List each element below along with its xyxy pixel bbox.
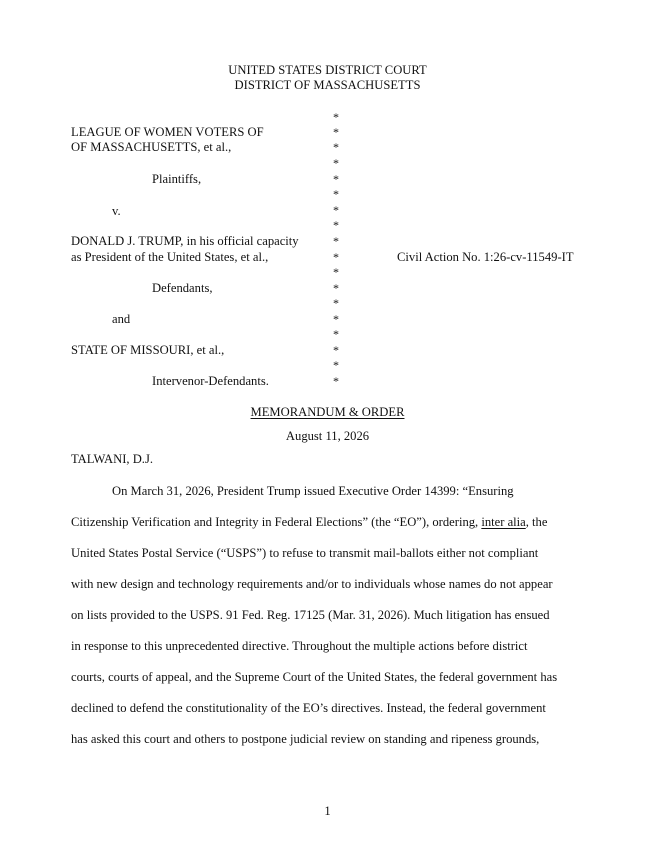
body-text-segment: Citizenship Verification and Integrity in Federal Elections” (the “EO”), ordering, — [71, 515, 479, 529]
caption-star: * — [333, 156, 339, 170]
body-line: in response to this unprecedented directive. Throughout the multiple actions before district — [71, 639, 528, 653]
intervenor-role: Intervenor-Defendants. — [152, 374, 269, 388]
caption-star: * — [333, 374, 339, 388]
caption-star: * — [333, 110, 339, 124]
body-line: on lists provided to the USPS. 91 Fed. Reg. 17125 (Mar. 31, 2026). Much litigation has ensued — [71, 608, 550, 622]
defendant-name-line1: DONALD J. TRUMP, in his official capacity — [71, 234, 299, 248]
caption-star: * — [333, 187, 339, 201]
memorandum-title-text: MEMORANDUM & ORDER — [250, 405, 405, 419]
body-line: has asked this court and others to postpone judicial review on standing and ripeness grounds, — [71, 732, 540, 746]
caption-star: * — [333, 218, 339, 232]
caption-star: * — [333, 296, 339, 310]
civil-action-number: Civil Action No. 1:26-cv-11549-IT — [397, 250, 574, 264]
memorandum-title — [0, 406, 655, 419]
caption-star: * — [333, 281, 339, 295]
defendant-name-line2: as President of the United States, et al., — [71, 250, 269, 264]
inter-alia-term: inter alia — [481, 515, 526, 529]
body-line: courts, courts of appeal, and the Supreme Court of the United States, the federal government has — [71, 670, 558, 684]
body-line: declined to defend the constitutionality of the EO’s directives. Instead, the federal government — [71, 701, 546, 715]
body-line: United States Postal Service (“USPS”) to refuse to transmit mail-ballots either not compliant — [71, 546, 539, 560]
judge-name: TALWANI, D.J. — [71, 452, 153, 466]
plaintiffs-role: Plaintiffs, — [152, 172, 202, 186]
body-line: with new design and technology requirements and/or to individuals whose names do not appear — [71, 577, 553, 591]
plaintiff-name-line2: OF MASSACHUSETTS, et al., — [71, 140, 232, 154]
order-date: August 11, 2026 — [285, 429, 370, 443]
intervenor-name: STATE OF MISSOURI, et al., — [71, 343, 225, 357]
caption-star: * — [333, 140, 339, 154]
caption-star: * — [333, 250, 339, 264]
court-name: UNITED STATES DISTRICT COURT — [228, 63, 427, 77]
caption-star: * — [333, 343, 339, 357]
caption-star: * — [333, 172, 339, 186]
caption-star: * — [333, 125, 339, 139]
caption-star: * — [333, 358, 339, 372]
court-district: DISTRICT OF MASSACHUSETTS — [234, 78, 421, 92]
page-number: 1 — [324, 804, 331, 818]
defendants-role: Defendants, — [152, 281, 213, 295]
body-line — [71, 516, 547, 529]
caption-star: * — [333, 312, 339, 326]
plaintiff-name-line1: LEAGUE OF WOMEN VOTERS OF — [71, 125, 264, 139]
caption-star: * — [333, 203, 339, 217]
body-line: On March 31, 2026, President Trump issued Executive Order 14399: “Ensuring — [112, 484, 514, 498]
caption-star: * — [333, 265, 339, 279]
caption-star: * — [333, 327, 339, 341]
caption-star: * — [333, 234, 339, 248]
conjunction-and: and — [112, 312, 131, 326]
body-text-segment: , the — [525, 515, 548, 529]
versus-label: v. — [112, 204, 121, 218]
